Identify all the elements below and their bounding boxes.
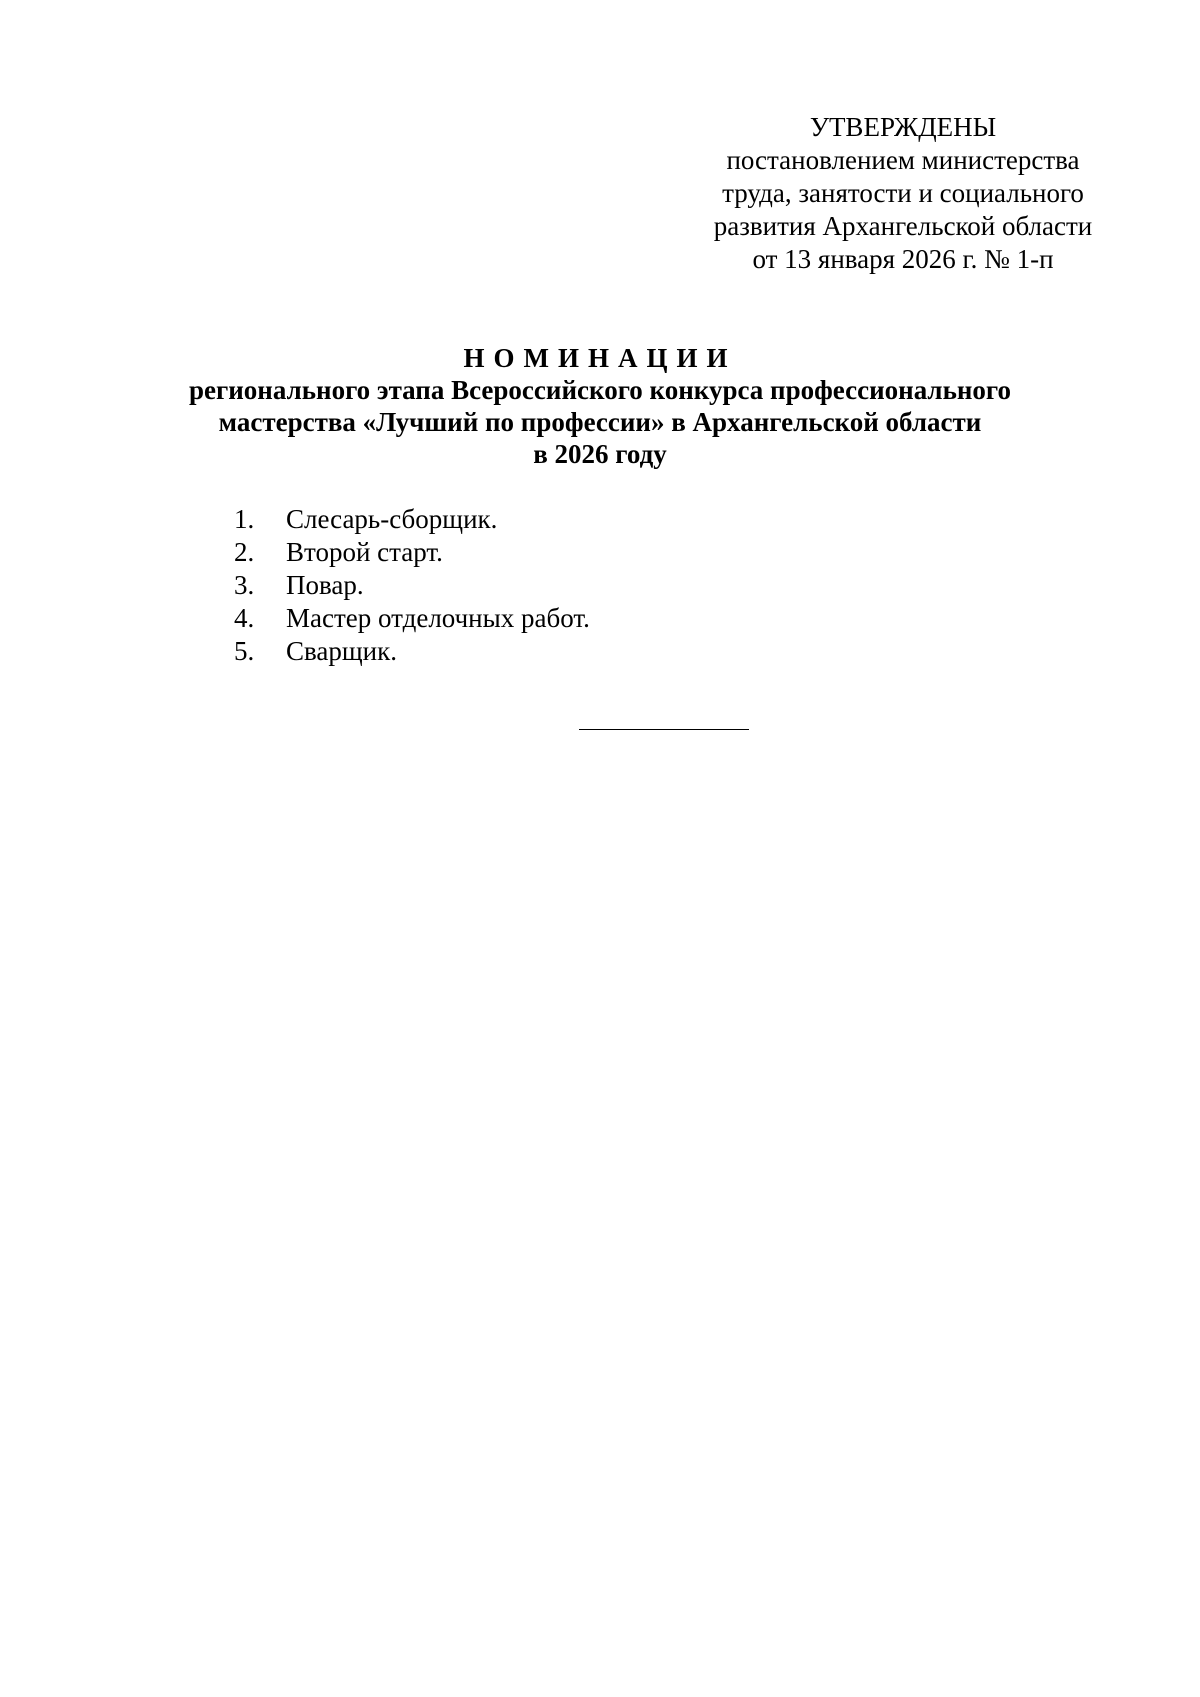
title-heading: НОМИНАЦИИ [463,343,737,373]
end-divider [579,729,749,730]
document-title [140,342,1060,470]
list-item [234,635,590,668]
list-item-number: 5. [234,636,255,666]
list-item [234,569,590,602]
list-item [234,503,590,536]
list-item-number: 4. [234,603,255,633]
list-item-text: Второй старт. [286,537,443,567]
title-line: регионального этапа Всероссийского конкурса профессионального [188,375,1012,405]
title-line: мастерства «Лучший по профессии» в Архангельской области [218,407,982,437]
list-item [234,602,590,635]
list-item-text: Мастер отделочных работ. [286,603,590,633]
approval-line: труда, занятости и социального [722,178,1084,208]
list-item-text: Повар. [286,570,364,600]
title-line: в 2026 году [533,439,667,469]
list-item-text: Сварщик. [286,636,397,666]
list-item [234,536,590,569]
nominations-list [234,503,590,668]
approval-line: от 13 января 2026 г. № 1-п [752,244,1054,274]
approval-line: постановлением министерства [726,145,1080,175]
list-item-number: 1. [234,504,255,534]
list-item-number: 2. [234,537,255,567]
approval-stamp [660,111,1146,276]
approval-line: УТВЕРЖДЕНЫ [809,112,997,142]
approval-line: развития Архангельской области [713,211,1093,241]
list-item-number: 3. [234,570,255,600]
list-item-text: Слесарь-сборщик. [286,504,498,534]
